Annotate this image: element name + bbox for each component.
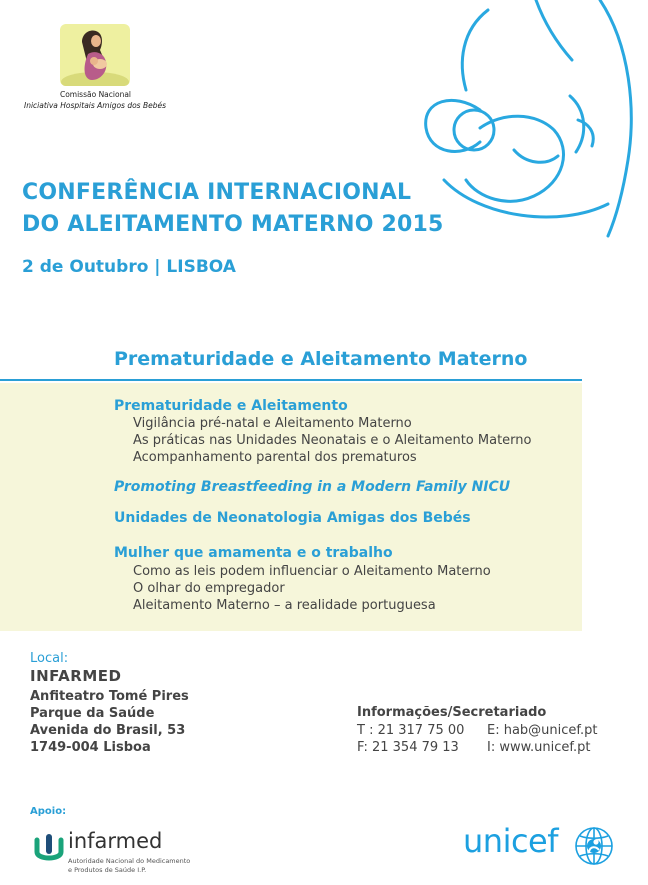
contact-website[interactable]: I: www.unicef.pt <box>487 740 591 755</box>
unicef-globe-emblem-icon <box>572 824 616 868</box>
program-title: Prematuridade e Aleitamento Materno <box>114 348 528 370</box>
org-logo-icon <box>60 24 130 86</box>
program-title-divider <box>0 379 582 381</box>
support-label: Apoio: <box>30 806 67 817</box>
infarmed-wordmark: infarmed <box>68 829 163 853</box>
breastfeeding-illustration-icon <box>418 0 643 240</box>
contact-email[interactable]: E: hab@unicef.pt <box>487 723 598 738</box>
contact-fax: F: 21 354 79 13 <box>357 740 459 755</box>
contacts-title: Informações/Secretariado <box>357 705 547 720</box>
org-name-line1: Comissão Nacional <box>59 90 132 99</box>
section-item: Como as leis podem influenciar o Aleitamento Materno <box>133 564 491 579</box>
venue-label: Local: <box>30 651 69 666</box>
unicef-wordmark: unicef <box>463 822 558 860</box>
contact-phone: T : 21 317 75 00 <box>357 723 465 738</box>
section-item: O olhar do empregador <box>133 581 285 596</box>
conference-title-line2: DO ALEITAMENTO MATERNO 2015 <box>22 212 444 237</box>
conference-title-line1: CONFERÊNCIA INTERNACIONAL <box>22 180 412 205</box>
venue-address-line: Avenida do Brasil, 53 <box>30 723 186 738</box>
venue-address-line: 1749-004 Lisboa <box>30 740 151 755</box>
infarmed-subtitle-line1: Autoridade Nacional do Medicamento <box>68 857 191 865</box>
venue-address-line: Parque da Saúde <box>30 706 155 721</box>
org-name-line2: Iniciativa Hospitais Amigos dos Bebés <box>23 101 167 110</box>
section-heading: Unidades de Neonatologia Amigas dos Bebés <box>114 510 471 526</box>
infarmed-logo-icon <box>33 830 65 864</box>
section-heading: Promoting Breastfeeding in a Modern Family NICU <box>114 479 511 495</box>
venue-address-line: Anfiteatro Tomé Pires <box>30 689 189 704</box>
venue-name: INFARMED <box>30 667 122 685</box>
section-item: Acompanhamento parental dos prematuros <box>133 450 417 465</box>
conference-date-place: 2 de Outubro | LISBOA <box>22 257 236 277</box>
section-heading: Prematuridade e Aleitamento <box>114 398 348 414</box>
infarmed-subtitle-line2: e Produtos de Saúde I.P. <box>68 866 147 874</box>
section-heading: Mulher que amamenta e o trabalho <box>114 545 393 561</box>
section-item: As práticas nas Unidades Neonatais e o Aleitamento Materno <box>133 433 532 448</box>
section-item: Aleitamento Materno – a realidade portuguesa <box>133 598 436 613</box>
section-item: Vigilância pré-natal e Aleitamento Materno <box>133 416 412 431</box>
